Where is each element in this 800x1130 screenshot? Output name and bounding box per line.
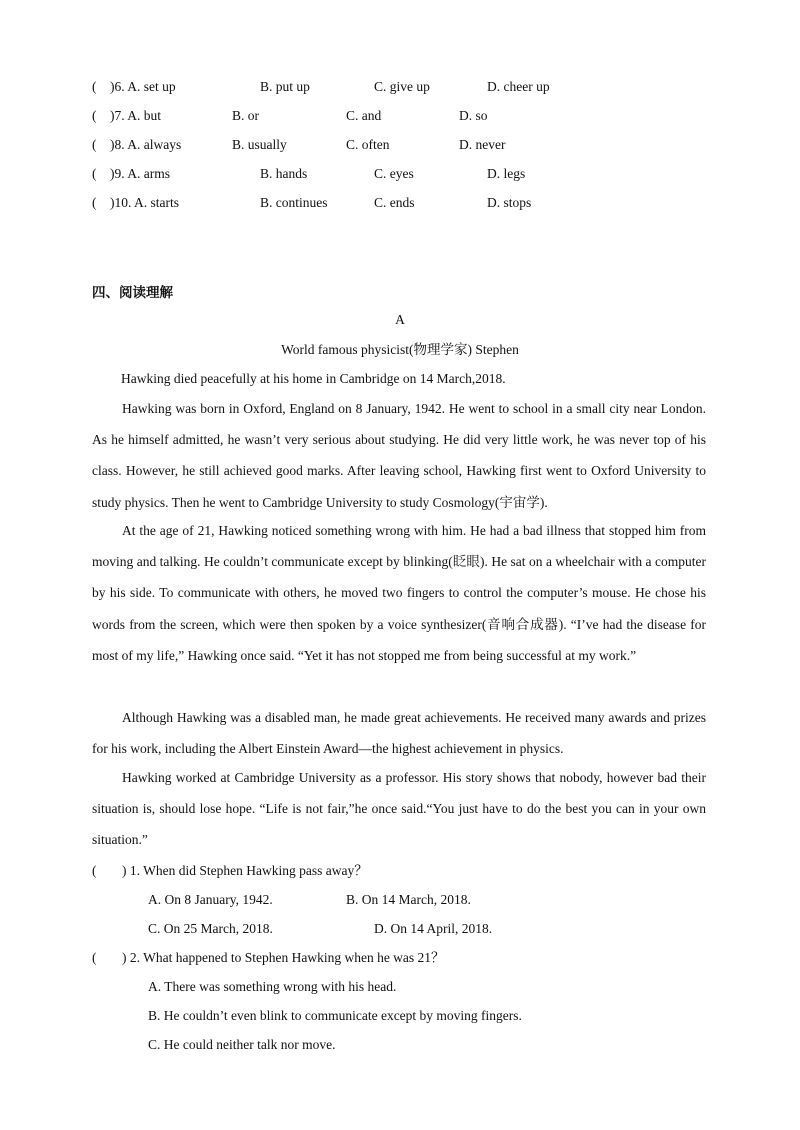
option-d: D. never xyxy=(459,137,506,152)
option-c: C. give up xyxy=(374,79,430,94)
question-stem: ) 2. What happened to Stephen Hawking when he was 21？ xyxy=(122,950,445,965)
question-2 xyxy=(92,948,445,968)
option-d: D. cheer up xyxy=(487,79,550,94)
option-d: D. legs xyxy=(487,166,526,181)
option-c: C. and xyxy=(346,108,382,123)
option-a: )10. A. starts xyxy=(110,195,179,210)
answer-paren: ( xyxy=(92,950,97,965)
answer-paren: ( xyxy=(92,863,97,878)
passage-label: A xyxy=(395,312,405,327)
option-b: B. put up xyxy=(260,79,310,94)
paragraph-1: Hawking was born in Oxford, England on 8 January, 1942. He went to school in a small city near London. As he himself admitted, he wasn’t very serious about studying. He did very little work, he was never top of his class. However, he still achieved good marks. After leaving school, Hawking first went to Oxford University to study physics. Then he went to Cambridge University to study Cosmology(宇宙学). xyxy=(92,401,706,510)
option-a: )9. A. arms xyxy=(110,166,170,181)
paragraph-3: Although Hawking was a disabled man, he made great achievements. He received many awards and prizes for his work, including the Albert Einstein Award—the highest achievement in physics. xyxy=(92,710,706,757)
option-d: D. so xyxy=(459,108,488,123)
section-heading: 四、阅读理解 xyxy=(92,285,173,300)
question-stem: ) 1. When did Stephen Hawking pass away？ xyxy=(122,863,368,878)
answer-paren: ( xyxy=(92,137,97,152)
answer-paren: ( xyxy=(92,79,97,94)
question-2-choice-c: C. He could neither talk nor move. xyxy=(148,1037,336,1052)
option-a: )7. A. but xyxy=(110,108,162,123)
option-c: C. often xyxy=(346,137,390,152)
option-b: B. continues xyxy=(260,195,328,210)
option-b: B. usually xyxy=(232,137,287,152)
passage-title: World famous physicist(物理学家) Stephen xyxy=(281,342,519,357)
option-b: B. hands xyxy=(260,166,308,181)
option-d: D. stops xyxy=(487,195,532,210)
option-c: C. eyes xyxy=(374,166,414,181)
question-1-choice-d: D. On 14 April, 2018. xyxy=(374,921,493,936)
question-1-choice-b: B. On 14 March, 2018. xyxy=(346,892,471,907)
passage-intro-line: Hawking died peacefully at his home in Cambridge on 14 March,2018. xyxy=(121,371,506,386)
paragraph-4: Hawking worked at Cambridge University as a professor. His story shows that nobody, however bad their situation is, should lose hope. “Life is not fair,”he once said.“You just have to do the best you can in your own situation.” xyxy=(92,770,706,848)
option-a: )8. A. always xyxy=(110,137,182,152)
question-1-choice-c: C. On 25 March, 2018. xyxy=(148,921,273,936)
paragraph-2: At the age of 21, Hawking noticed something wrong with him. He had a bad illness that stopped him from moving and talking. He couldn’t communicate except by blinking(眨眼). He sat on a wheelchair with a computer by his side. To communicate with others, he moved two fingers to control the computer’s mouse. He chose his words from the screen, which were then spoken by a voice synthesizer(音响合成器). “I’ve had the disease for most of my life,” Hawking once said. “Yet it has not stopped me from being successful at my work.” xyxy=(92,523,706,663)
option-b: B. or xyxy=(232,108,259,123)
question-1-choice-a: A. On 8 January, 1942. xyxy=(148,892,273,907)
option-a: )6. A. set up xyxy=(110,79,176,94)
answer-paren: ( xyxy=(92,166,97,181)
option-c: C. ends xyxy=(374,195,415,210)
question-2-choice-a: A. There was something wrong with his head. xyxy=(148,979,397,994)
question-2-choice-b: B. He couldn’t even blink to communicate except by moving fingers. xyxy=(148,1008,522,1023)
question-1 xyxy=(92,861,368,881)
answer-paren: ( xyxy=(92,108,97,123)
answer-paren: ( xyxy=(92,195,97,210)
